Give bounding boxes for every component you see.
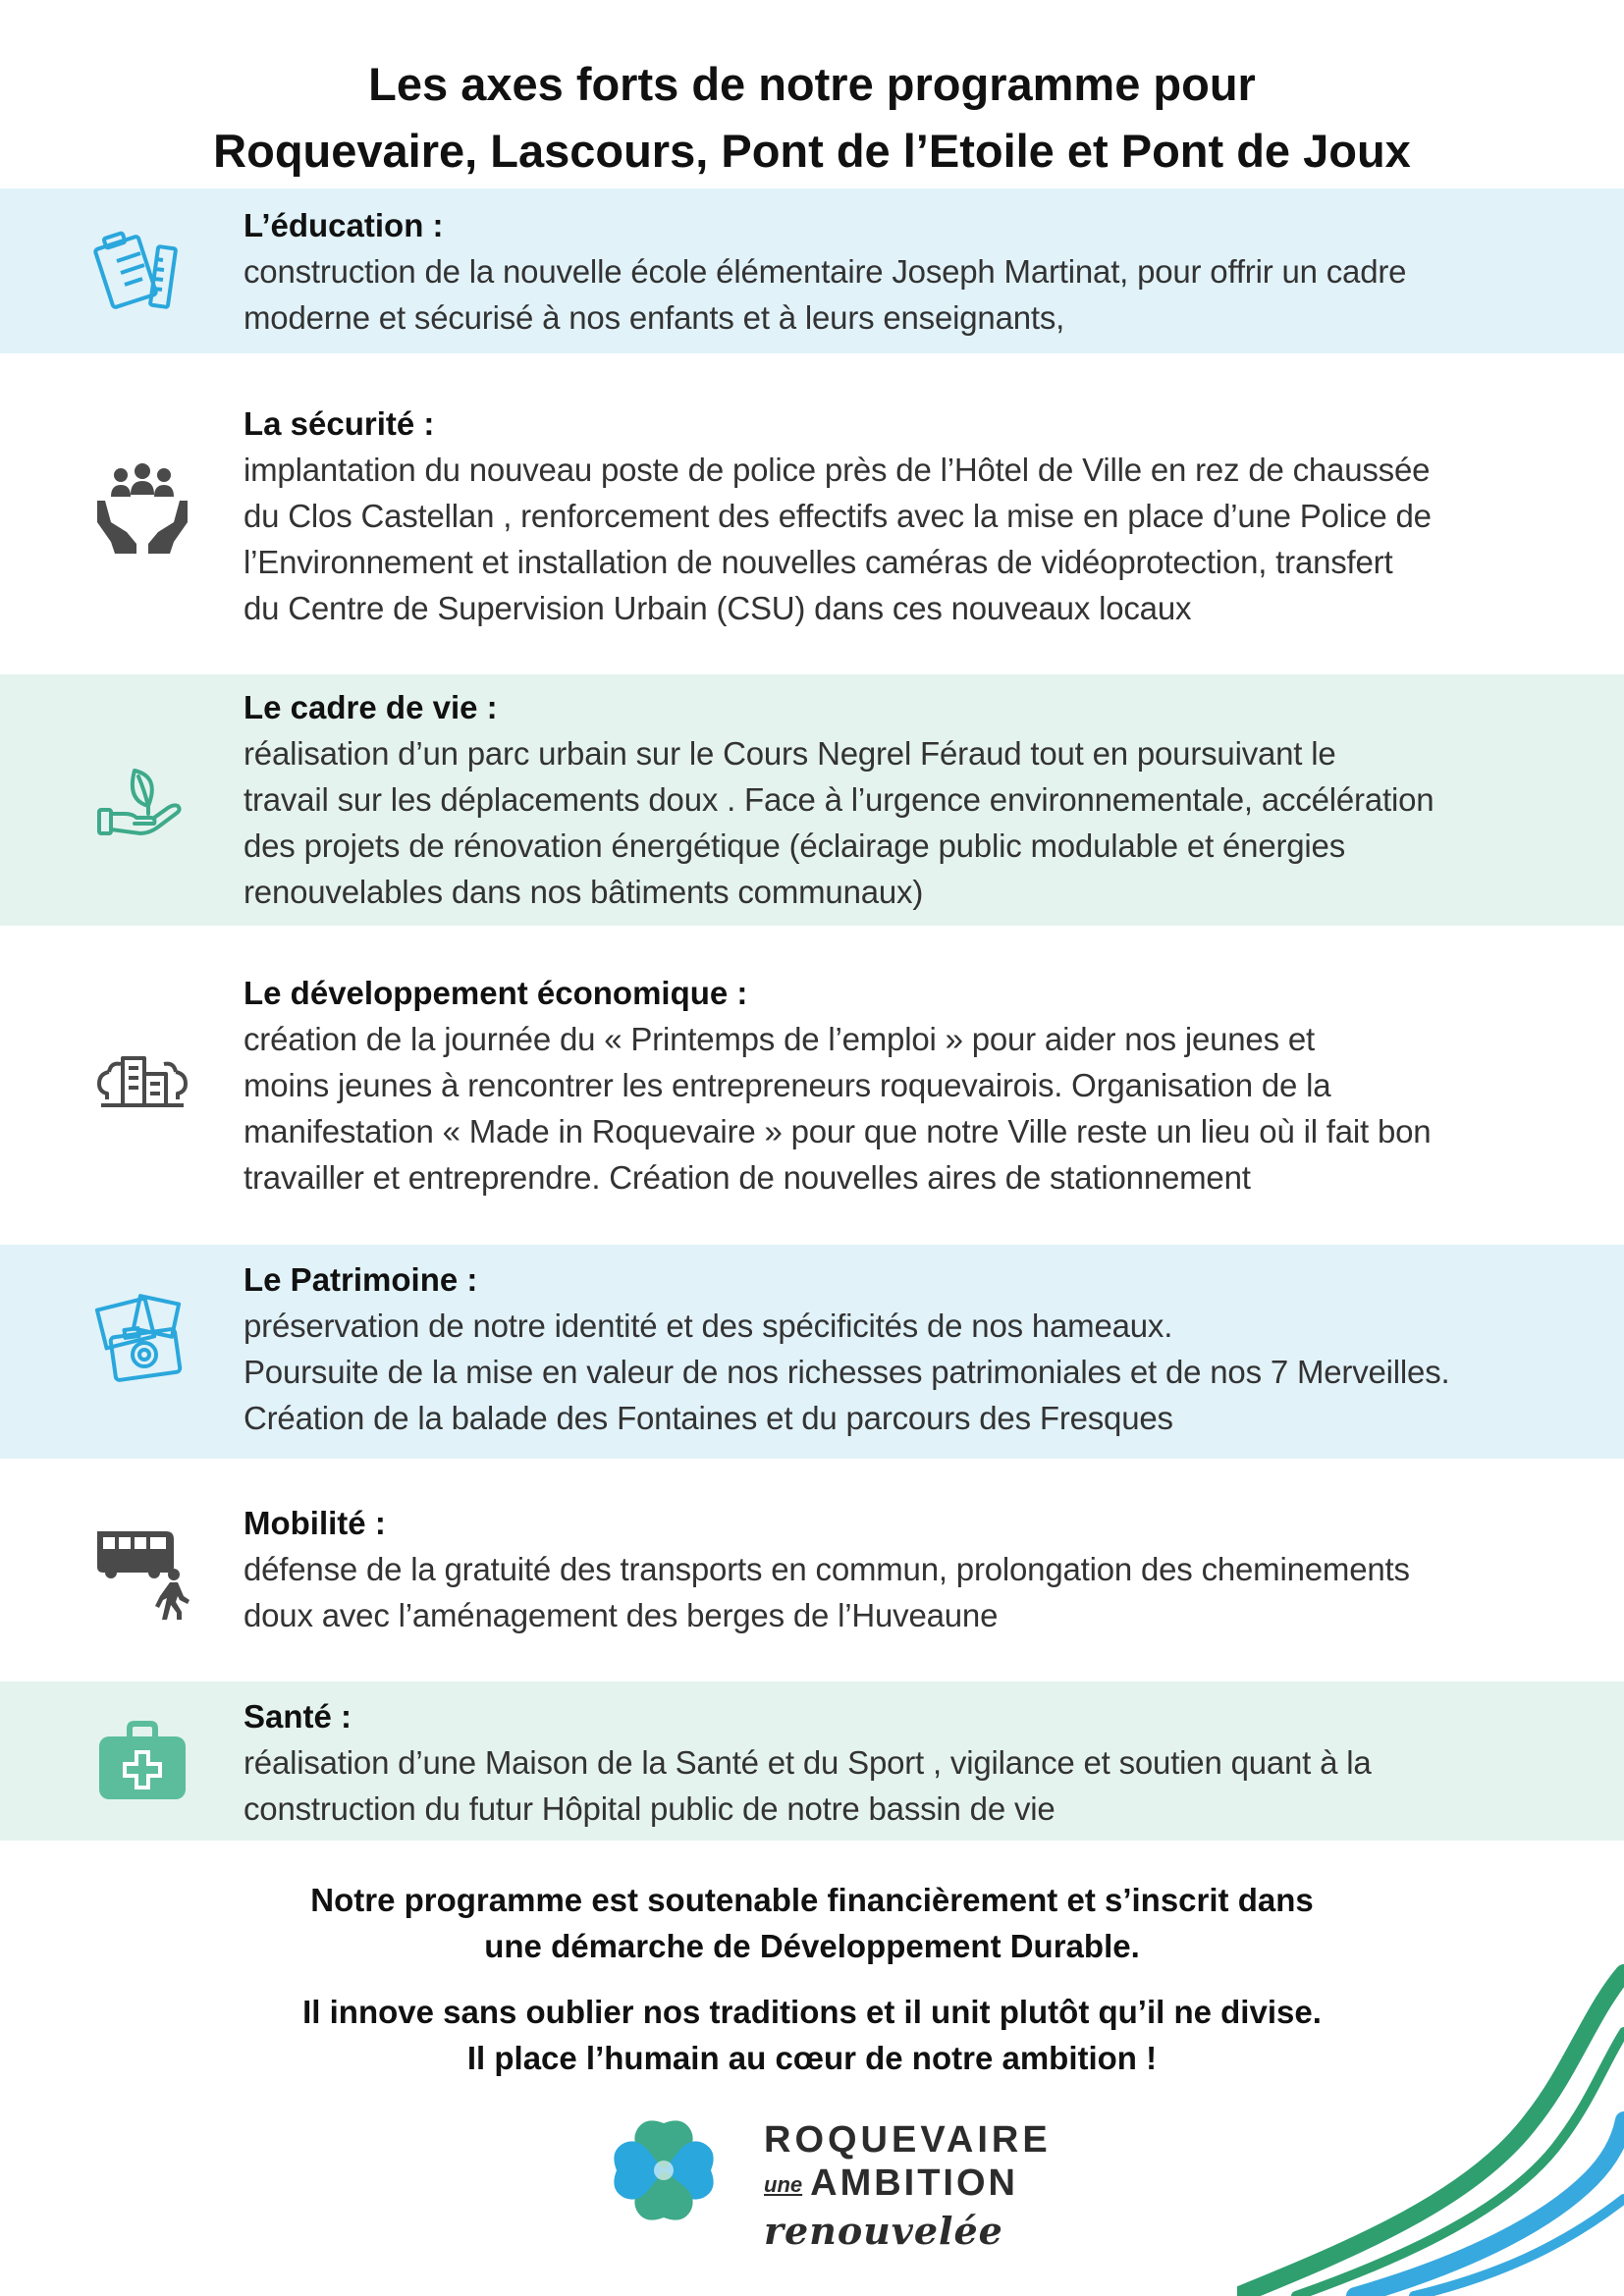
leaf-hand-icon xyxy=(93,749,191,847)
section-developpement-economique xyxy=(0,962,1624,1207)
logo-line-3: renouvelée xyxy=(764,2208,1003,2253)
people-hands-icon xyxy=(93,457,191,556)
section-body: construction de la nouvelle école élémentaire Joseph Martinat, pour offrir un cadre moderne et sécurisé à nos enfants et à leurs enseignants, xyxy=(244,253,1407,336)
section-body: implantation du nouveau poste de police près de l’Hôtel de Ville en rez de chaussée du Clos Castellan , renforcement des effectifs avec la mise en place d’une Police de l’Environnement et installation de nouvelles caméras de vidéoprotection, transfert du Centre de Supervision Urbain (CSU) dans ces nouveaux locaux xyxy=(244,452,1432,626)
section-body: préservation de notre identité et des spécificités de nos hameaux. Poursuite de la mise en valeur de nos richesses patrimoniales et de nos 7 Merveilles. Création de la balade des Fontaines et du parcours des Fresques xyxy=(244,1308,1450,1436)
closing-line-4: Il place l’humain au cœur de notre ambition ! xyxy=(466,2040,1158,2076)
logo-wordmark xyxy=(764,2118,1058,2256)
logo-line-2 xyxy=(764,2162,1058,2207)
section-education xyxy=(0,188,1624,353)
closing-line-2: une démarche de Développement Durable. xyxy=(484,1928,1140,1964)
section-heading: La sécurité : xyxy=(244,405,435,442)
section-body: réalisation d’un parc urbain sur le Cours Negrel Féraud tout en poursuivant le travail sur les déplacements doux . Face à l’urgence environnementale, accélération des projets de rénovation énergétique (éclairage public modulable et énergies renouvelables dans nos bâtiments communaux) xyxy=(244,735,1435,910)
section-patrimoine xyxy=(0,1245,1624,1459)
closing-line-1: Notre programme est soutenable financièrement et s’inscrit dans xyxy=(310,1882,1314,1918)
logo-ambition: AMBITION xyxy=(810,2163,1018,2204)
logo-une: une xyxy=(764,2171,803,2197)
clipboard-ruler-icon xyxy=(93,220,191,318)
title-line-1: Les axes forts de notre programme pour xyxy=(368,58,1256,110)
section-body: création de la journée du « Printemps de l’emploi » pour aider nos jeunes et moins jeunes à rencontrer les entrepreneurs roquevairois. Organisation de la manifestation « Made in Roquevaire » pour que notre Ville reste un lieu où il fait bon travailler et entreprendre. Création de nouvelles aires de stationnement xyxy=(244,1021,1432,1196)
section-heading: Le cadre de vie : xyxy=(244,689,498,725)
section-heading: Le Patrimoine : xyxy=(244,1261,478,1298)
medical-kit-icon xyxy=(93,1711,191,1809)
section-heading: Le développement économique : xyxy=(244,975,748,1011)
camera-photos-icon xyxy=(93,1290,191,1388)
closing-line-3: Il innove sans oublier nos traditions et il unit plutôt qu’il ne divise. xyxy=(302,1994,1322,2030)
title-line-2: Roquevaire, Lascours, Pont de l’Etoile et Pont de Joux xyxy=(213,125,1411,177)
page-title xyxy=(0,51,1624,185)
bus-pedestrian-icon xyxy=(93,1525,191,1624)
section-sante xyxy=(0,1682,1624,1841)
section-heading: Santé : xyxy=(244,1698,352,1735)
section-heading: L’éducation : xyxy=(244,207,444,243)
section-cadre-de-vie xyxy=(0,674,1624,926)
section-body: défense de la gratuité des transports en commun, prolongation des cheminements doux avec l’aménagement des berges de l’Huveaune xyxy=(244,1551,1410,1633)
section-heading: Mobilité : xyxy=(244,1505,386,1541)
section-securite xyxy=(0,393,1624,638)
logo-hearts-icon xyxy=(609,2115,719,2225)
city-buildings-icon xyxy=(93,1029,191,1127)
logo-line-1: ROQUEVAIRE xyxy=(764,2119,1052,2161)
section-mobilite xyxy=(0,1494,1624,1651)
wave-swoosh-decoration xyxy=(1237,1953,1624,2296)
section-body: réalisation d’une Maison de la Santé et du Sport , vigilance et soutien quant à la construction du futur Hôpital public de notre bassin de vie xyxy=(244,1744,1372,1827)
